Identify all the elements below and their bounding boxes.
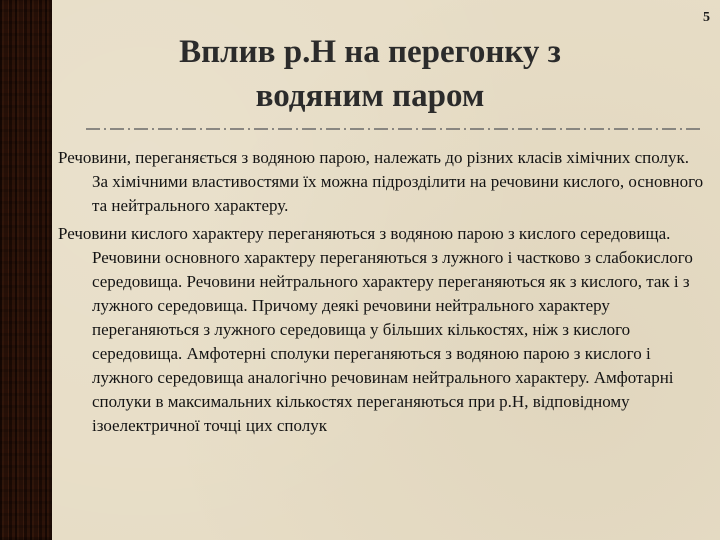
slide-number: 5 — [703, 10, 710, 25]
wood-border-decoration — [0, 0, 52, 540]
slide-title — [90, 30, 710, 118]
slide-title-line-1: Вплив р.Н на перегонку з — [179, 34, 561, 70]
paragraph-2: Речовини кислого характеру переганяються з водяною парою з кислого середовища. Речовини основного характеру переганяються з лужного і частково з слабокислого середовища. Речовини нейтрального характеру переганяються як з кислого, так і з лужного середовища. Причому деякі речовини нейтрального характеру переганяються з лужного середовища у більших кількостях, ніж з кислого середовища. Амфотерні сполуки переганяються з водяною парою з кислого і лужного середовища аналогічно речовинам нейтрального характеру. Амфотарні сполуки в максимальних кількостях переганяються при р.Н, відповідному ізоелектричної точці цих сполук — [58, 224, 693, 435]
title-divider — [86, 127, 700, 131]
slide-title-line-2: водяним паром — [255, 78, 485, 114]
paragraph-1: Речовини, переганяється з водяною парою, належать до різних класів хімічних сполук. За хімічними властивостями їх можна підрозділити на речовини кислого, основного та нейтрального характеру. — [58, 148, 704, 215]
slide-body — [58, 146, 706, 442]
